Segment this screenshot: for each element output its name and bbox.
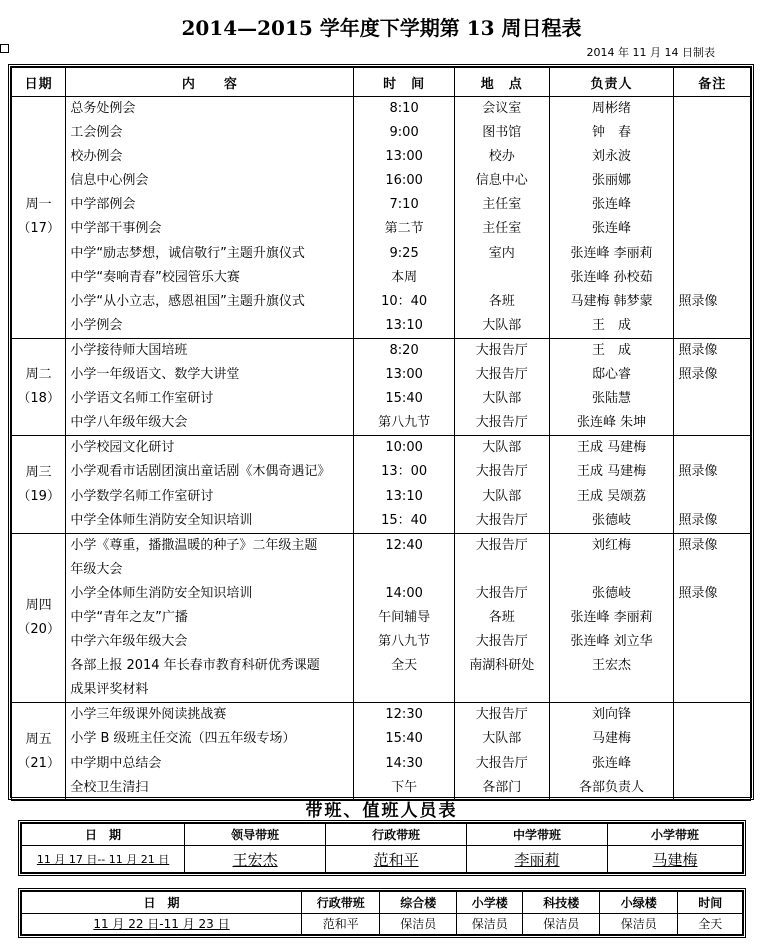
duty2-green-building: 保洁员 <box>599 913 678 935</box>
event-note: 照录像 <box>678 512 718 528</box>
event-content: 中学八年级年级大会 <box>70 415 188 431</box>
duty1-header: 领导带班 <box>185 824 326 846</box>
event-note: 照录像 <box>678 367 718 383</box>
event-place: 大队部 <box>482 731 522 747</box>
duty-title: 带班、值班人员表 <box>305 801 458 821</box>
event-content: 中学“励志梦想，诚信敬行”主题升旗仪式 <box>70 245 305 261</box>
event-place: 大队部 <box>482 440 522 456</box>
event-time: 7:10 <box>389 197 419 213</box>
event-time: 10：40 <box>381 293 428 309</box>
event-time: 第二节 <box>384 221 424 237</box>
event-note <box>674 145 750 169</box>
event-person: 张德岐 <box>592 512 632 528</box>
event-time: 13:00 <box>385 149 423 165</box>
duty-table-frame-2 <box>18 888 746 938</box>
event-place: 大报告厅 <box>475 367 528 383</box>
header-time: 时 间 <box>354 68 455 97</box>
event-person: 张连峰 <box>592 755 632 771</box>
event-note <box>674 387 750 411</box>
day-label <box>12 97 66 339</box>
event-time: 12:30 <box>385 707 423 723</box>
event-time: 13:10 <box>385 317 423 333</box>
event-content: 小学一年级语文、数学大讲堂 <box>70 367 240 383</box>
event-content: 小学“从小立志，感恩祖国”主题升旗仪式 <box>70 293 305 309</box>
event-time: 15:40 <box>385 391 423 407</box>
event-place: 主任室 <box>482 221 522 237</box>
event-person: 张陆慧 <box>592 391 632 407</box>
event-place: 大报告厅 <box>475 537 528 553</box>
event-time: 12:40 <box>385 537 423 553</box>
event-time: 8:10 <box>389 101 419 116</box>
event-person-cell <box>549 533 674 703</box>
event-time: 14:00 <box>385 585 423 601</box>
event-place-cell <box>454 97 549 339</box>
event-note: 照录像 <box>678 464 718 480</box>
page-title: 2014—2015 学年度下学期第 13 周日程表 <box>181 16 582 40</box>
event-time: 10:00 <box>385 440 423 456</box>
duty1-header: 小学带班 <box>608 824 743 846</box>
duty-table-2-header-row <box>22 892 743 914</box>
event-place: 大报告厅 <box>475 707 528 723</box>
event-time-cell <box>354 533 455 703</box>
event-person: 张连峰 刘立华 <box>570 634 653 650</box>
made-date: 2014 年 11 月 14 日制表 <box>586 46 715 59</box>
event-note <box>674 193 750 217</box>
day-row <box>12 436 751 533</box>
duty2-header: 小学楼 <box>456 892 522 914</box>
event-note <box>674 436 750 460</box>
day-row <box>12 533 751 703</box>
event-content: 小学语文名师工作室研讨 <box>70 391 214 407</box>
event-content: 小学接待师大国培班 <box>70 342 188 358</box>
event-person: 马建梅 <box>592 731 632 747</box>
duty2-header: 时间 <box>678 892 743 914</box>
event-note <box>674 654 750 678</box>
event-note <box>674 242 750 266</box>
event-time: 全天 <box>391 658 418 674</box>
event-person-cont <box>550 558 674 582</box>
event-content: 小学三年级课外阅读挑战赛 <box>70 707 227 723</box>
schedule-frame <box>8 64 754 800</box>
event-person: 马建梅 韩梦蒙 <box>570 293 653 309</box>
event-note <box>674 703 750 727</box>
event-note <box>674 727 750 751</box>
duty1-header: 中学带班 <box>467 824 608 846</box>
duty2-complex-building: 保洁员 <box>380 913 457 935</box>
day-name: 周四 <box>25 598 52 614</box>
event-person: 张连峰 朱坤 <box>576 415 647 431</box>
event-place-cell <box>454 703 549 800</box>
event-note <box>674 752 750 776</box>
event-note-cell <box>674 533 751 703</box>
event-note-cont <box>674 678 750 702</box>
day-date: （17） <box>17 221 60 237</box>
event-time: 下午 <box>391 779 418 795</box>
duty2-date: 11 月 22 日-11 月 23 日 <box>22 913 302 935</box>
event-time: 13:00 <box>385 367 423 383</box>
event-content: 小学校园文化研讨 <box>70 440 175 456</box>
event-content: 小学观看市话剧团演出童话剧《木偶奇遇记》 <box>70 464 331 480</box>
duty-table-2-row <box>22 913 743 935</box>
event-content-cell <box>66 436 354 533</box>
event-time: 15:40 <box>385 731 423 747</box>
duty2-header: 科技楼 <box>523 892 600 914</box>
event-person-cell <box>549 436 674 533</box>
event-content: 小学《尊重，播撒温暖的种子》二年级主题 <box>70 537 318 553</box>
event-content: 中学部干事例会 <box>70 221 162 237</box>
event-person: 张连峰 李丽莉 <box>570 609 653 625</box>
day-label <box>12 703 66 800</box>
duty1-admin: 范和平 <box>326 846 467 873</box>
event-person: 王 成 <box>592 342 632 358</box>
event-time-cell <box>354 338 455 435</box>
event-place: 南湖科研处 <box>469 658 535 674</box>
event-content: 各部上报 2014 年长春市教育科研优秀课题 <box>70 658 320 674</box>
event-time: 13：00 <box>381 464 428 480</box>
schedule-body <box>12 97 751 801</box>
event-note-cell <box>674 338 751 435</box>
event-time-cell <box>354 703 455 800</box>
duty2-primary-building: 保洁员 <box>456 913 522 935</box>
event-time: 9:00 <box>389 125 419 141</box>
duty2-header: 行政带班 <box>301 892 380 914</box>
event-content-cell <box>66 533 354 703</box>
event-person-cell <box>549 97 674 339</box>
event-person: 各部负责人 <box>579 779 645 795</box>
duty2-tech-building: 保洁员 <box>523 913 600 935</box>
event-note <box>674 97 750 121</box>
event-place: 各班 <box>488 293 515 309</box>
event-content: 小学全体师生消防安全知识培训 <box>70 585 253 601</box>
day-label <box>12 436 66 533</box>
event-note-cell <box>674 703 751 800</box>
event-note-cont <box>674 558 750 582</box>
event-note <box>674 411 750 435</box>
event-note: 照录像 <box>678 537 718 553</box>
event-note: 照录像 <box>678 293 718 309</box>
event-person: 邸心睿 <box>592 367 632 383</box>
event-content: 总务处例会 <box>70 101 136 116</box>
header-day: 日期 <box>12 68 66 97</box>
header-person: 负责人 <box>549 68 674 97</box>
event-content-cont: 成果评奖材料 <box>70 682 149 698</box>
event-place-cont <box>455 678 549 702</box>
event-time: 第八九节 <box>378 415 431 431</box>
event-place: 大队部 <box>482 488 522 504</box>
event-person: 刘永波 <box>592 149 632 165</box>
duty-table-1-header-row <box>22 824 743 846</box>
event-content: 中学“青年之友”广播 <box>70 609 188 625</box>
event-place <box>455 266 549 290</box>
event-person: 张连峰 李丽莉 <box>570 245 653 261</box>
table-anchor-icon <box>0 44 9 53</box>
event-note <box>674 121 750 145</box>
event-time: 14:30 <box>385 755 423 771</box>
event-content: 信息中心例会 <box>70 173 149 189</box>
schedule-header-row <box>12 68 751 97</box>
event-content-cell <box>66 338 354 435</box>
event-content: 校办例会 <box>70 149 123 165</box>
event-note <box>674 217 750 241</box>
event-content: 中学期中总结会 <box>70 755 162 771</box>
header-content: 内 容 <box>66 68 354 97</box>
event-time-cont <box>354 558 454 582</box>
event-place-cell <box>454 338 549 435</box>
event-person-cell <box>549 703 674 800</box>
event-content-cell <box>66 703 354 800</box>
event-time: 本周 <box>391 269 418 285</box>
day-date: （18） <box>17 391 60 407</box>
event-time-cont <box>354 678 454 702</box>
header-note: 备注 <box>674 68 751 97</box>
event-time: 13:10 <box>385 488 423 504</box>
event-person: 王宏杰 <box>592 658 632 674</box>
event-note <box>674 169 750 193</box>
event-content: 小学 B 级班主任交流（四五年级专场） <box>70 731 296 747</box>
event-person-cell <box>549 338 674 435</box>
event-content: 中学“奏响青春”校园管乐大赛 <box>70 269 240 285</box>
event-place: 大报告厅 <box>475 634 528 650</box>
event-content: 全校卫生清扫 <box>70 779 149 795</box>
event-content-cell <box>66 97 354 339</box>
duty1-leader: 王宏杰 <box>185 846 326 873</box>
event-note <box>674 314 750 338</box>
event-person: 刘向锋 <box>592 707 632 723</box>
event-person: 张连峰 <box>592 197 632 213</box>
event-place: 大报告厅 <box>475 464 528 480</box>
event-place: 大报告厅 <box>475 585 528 601</box>
event-person: 刘红梅 <box>592 537 632 553</box>
event-note-cell <box>674 436 751 533</box>
event-place: 各班 <box>488 609 515 625</box>
event-place-cont <box>455 558 549 582</box>
event-time: 9:25 <box>389 245 419 261</box>
day-name: 周二 <box>25 367 52 383</box>
event-content-cont: 年级大会 <box>70 561 123 577</box>
schedule-table <box>11 67 751 801</box>
event-person: 张丽娜 <box>592 173 632 189</box>
day-row <box>12 338 751 435</box>
day-name: 周五 <box>25 731 52 747</box>
event-place: 会议室 <box>482 101 522 116</box>
duty2-time: 全天 <box>678 913 743 935</box>
event-time: 15：40 <box>381 512 428 528</box>
event-content: 中学全体师生消防安全知识培训 <box>70 512 253 528</box>
event-time: 第八九节 <box>378 634 431 650</box>
event-person: 张德岐 <box>592 585 632 601</box>
duty1-header: 行政带班 <box>326 824 467 846</box>
event-place: 大报告厅 <box>475 755 528 771</box>
duty-table-1 <box>21 823 743 873</box>
event-time: 16:00 <box>385 173 423 189</box>
event-place: 校办 <box>488 149 515 165</box>
duty1-date: 11 月 17 日-- 11 月 21 日 <box>22 846 185 873</box>
day-label <box>12 533 66 703</box>
duty2-header: 综合楼 <box>380 892 457 914</box>
event-person: 王成 马建梅 <box>576 464 647 480</box>
duty1-primary: 马建梅 <box>608 846 743 873</box>
event-note: 照录像 <box>678 342 718 358</box>
event-note <box>674 630 750 654</box>
event-note <box>674 266 750 290</box>
event-place: 主任室 <box>482 197 522 213</box>
day-date: （19） <box>17 488 60 504</box>
event-place: 信息中心 <box>475 173 528 189</box>
event-time-cell <box>354 436 455 533</box>
event-person: 张连峰 <box>592 221 632 237</box>
event-place: 大队部 <box>482 317 522 333</box>
event-note-cell <box>674 97 751 339</box>
event-note <box>674 606 750 630</box>
day-name: 周三 <box>25 464 52 480</box>
event-person: 王成 吴颂荔 <box>576 488 647 504</box>
day-date: （20） <box>17 622 60 638</box>
event-person: 钟 春 <box>592 125 632 141</box>
duty-table-frame-1 <box>18 820 746 876</box>
day-row <box>12 97 751 339</box>
event-person: 周彬绪 <box>592 101 632 116</box>
duty1-middle: 李丽莉 <box>467 846 608 873</box>
event-time: 午间辅导 <box>378 609 431 625</box>
event-person: 王成 马建梅 <box>576 440 647 456</box>
event-time: 8:20 <box>389 342 419 358</box>
event-place: 大队部 <box>482 391 522 407</box>
event-place: 大报告厅 <box>475 415 528 431</box>
event-person: 张连峰 孙校茹 <box>570 269 653 285</box>
header-place: 地 点 <box>454 68 549 97</box>
event-place-cell <box>454 533 549 703</box>
event-content: 小学例会 <box>70 317 123 333</box>
event-place: 各部门 <box>482 779 522 795</box>
duty-table-1-row <box>22 846 743 873</box>
duty2-header: 小绿楼 <box>599 892 678 914</box>
day-date: （21） <box>17 755 60 771</box>
duty1-header: 日 期 <box>22 824 185 846</box>
day-row <box>12 703 751 800</box>
event-place: 图书馆 <box>482 125 522 141</box>
event-content: 中学部例会 <box>70 197 136 213</box>
day-name: 周一 <box>25 197 52 213</box>
event-note <box>674 485 750 509</box>
event-place: 室内 <box>488 245 515 261</box>
event-content: 中学六年级年级大会 <box>70 634 188 650</box>
event-content: 小学数学名师工作室研讨 <box>70 488 214 504</box>
event-place: 大报告厅 <box>475 342 528 358</box>
event-person: 王 成 <box>592 317 632 333</box>
event-person-cont <box>550 678 674 702</box>
duty-table-2 <box>21 891 743 935</box>
event-note: 照录像 <box>678 585 718 601</box>
event-content: 工会例会 <box>70 125 123 141</box>
event-place-cell <box>454 436 549 533</box>
duty2-header: 日 期 <box>22 892 302 914</box>
day-label <box>12 338 66 435</box>
event-time-cell <box>354 97 455 339</box>
event-place: 大报告厅 <box>475 512 528 528</box>
duty2-admin: 范和平 <box>301 913 380 935</box>
